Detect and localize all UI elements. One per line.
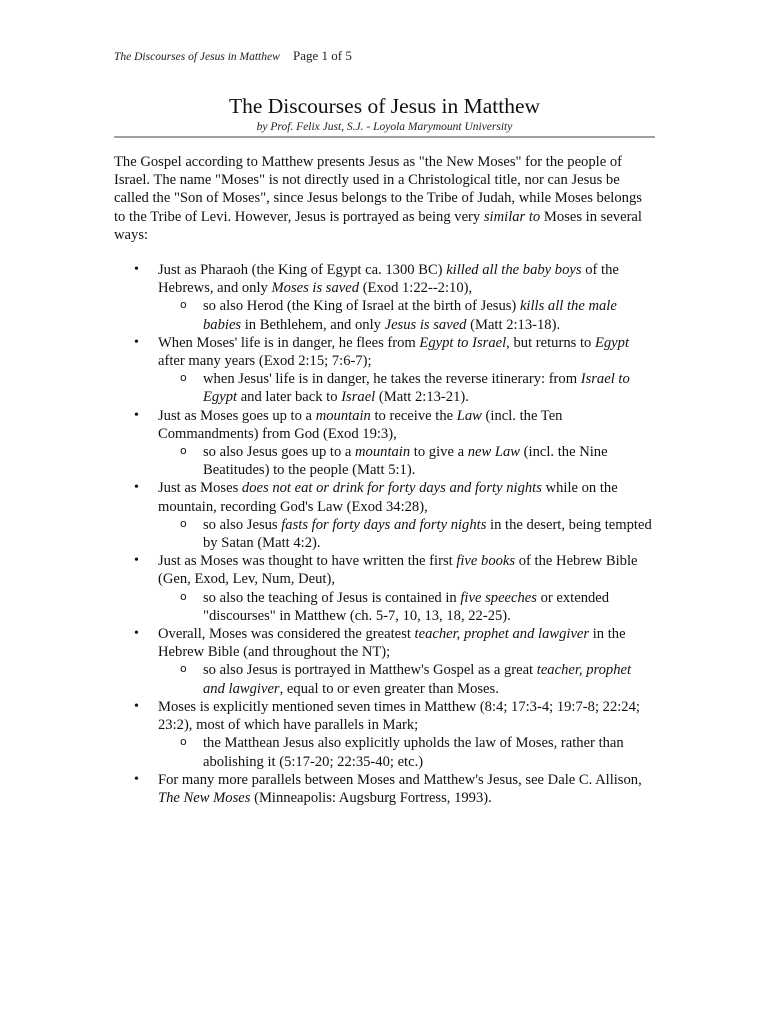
text-run: , but returns to (506, 334, 595, 351)
text-run: Just as Pharaoh (the King of Egypt ca. 1300 BC) (158, 262, 447, 279)
circle-bullet-icon: o (180, 589, 187, 603)
circle-bullet-icon: o (180, 735, 187, 749)
text-run: while on the mountain, recording God's Law (Exod 34:28), (158, 480, 618, 515)
sub-list-item (158, 734, 654, 770)
list-item (114, 479, 654, 552)
emphasis-text: Moses is saved (271, 280, 360, 297)
bullet-icon: • (134, 480, 139, 496)
list-item-text (158, 553, 637, 587)
text-run: (Minneapolis: Augsburg Fortress, 1993). (250, 789, 492, 806)
emphasis-text: similar to (483, 208, 541, 225)
emphasis-text: new Law (467, 444, 521, 461)
sub-list-item-text (203, 590, 609, 624)
running-header-title: The Discourses of Jesus in Matthew (114, 51, 280, 63)
sub-list (158, 589, 654, 625)
circle-bullet-icon: o (180, 516, 187, 530)
emphasis-text: does not eat or drink for forty days and forty nights (241, 480, 542, 497)
list-item (114, 407, 654, 480)
intro-paragraph (114, 153, 654, 244)
sub-list-item (158, 297, 654, 333)
text-run: so also Herod (the King of Israel at the birth of Jesus) (203, 298, 520, 315)
list-item-text (158, 335, 629, 369)
list-item (114, 625, 654, 698)
sub-list-item-text (203, 517, 652, 551)
text-run: in the Hebrew Bible (and throughout the NT); (158, 626, 626, 661)
circle-bullet-icon: o (180, 444, 187, 458)
text-run: Moses is explicitly mentioned seven times in Matthew (8:4; 17:3-4; 19:7-8; 22:24; 23:2), most of which have parallels in Mark; (158, 698, 640, 734)
text-run: in the desert, being tempted by Satan (Matt 4:2). (203, 516, 652, 552)
sub-list-item-text (203, 735, 624, 769)
list-item (114, 261, 654, 334)
list-item-text (158, 699, 640, 733)
sub-list-item-text (203, 662, 631, 696)
sub-list-item (158, 370, 654, 406)
text-run: in Bethlehem, and only (241, 316, 385, 333)
bullet-icon: • (134, 262, 139, 278)
text-run: (Exod 1:22--2:10), (359, 280, 473, 297)
bullet-icon: • (134, 407, 139, 423)
text-run: (Matt 2:13-21). (375, 389, 469, 406)
circle-bullet-icon: o (180, 371, 187, 385)
sub-list (158, 734, 654, 770)
emphasis-text: five books (456, 553, 516, 570)
bullet-icon: • (134, 698, 139, 714)
list-item-text (158, 408, 562, 442)
emphasis-text: teacher, prophet and lawgiver (203, 662, 632, 697)
text-run: Moses in several ways: (114, 208, 642, 243)
text-run: Overall, Moses was considered the greatest (158, 626, 415, 643)
emphasis-text: mountain (315, 407, 371, 424)
text-run: Just as Moses (158, 480, 242, 497)
emphasis-text: mountain (355, 444, 411, 461)
text-run: to receive the (370, 407, 457, 424)
list-item-text (158, 626, 626, 660)
sub-list-item (158, 589, 654, 625)
text-run: (Matt 2:13-18). (466, 316, 561, 333)
text-run: The Gospel according to Matthew presents Jesus as "the New Moses" for the people of Israel. The name "Moses" is not directly used in a Christological title, nor can Jesus be called the "Son of Moses", since Jesus belongs to the Tribe of Judah, while Moses belongs to the Tribe of Levi. However, Jesus is portrayed as being very (114, 154, 642, 225)
emphasis-text: killed all the baby boys (446, 262, 582, 279)
list-item (114, 334, 654, 407)
text-run: and later back to (237, 389, 342, 406)
title-rule (114, 136, 655, 138)
emphasis-text: five speeches (460, 589, 537, 606)
sub-list (158, 661, 654, 697)
list-item (114, 552, 654, 625)
list-item-text (158, 772, 642, 806)
text-run: Just as Moses goes up to a (158, 407, 316, 424)
text-run: to give a (410, 444, 468, 461)
emphasis-text: Egypt to Israel (419, 334, 507, 351)
text-run: (incl. the Ten Commandments) from God (Exod 19:3), (158, 407, 563, 442)
text-run: so also the teaching of Jesus is contained in (203, 589, 461, 606)
bullet-icon: • (134, 626, 139, 642)
text-run: For many more parallels between Moses and Matthew's Jesus, see Dale C. Allison, (158, 771, 642, 788)
sub-list (158, 370, 654, 406)
sub-list-item-text (203, 444, 608, 478)
text-run: Just as Moses was thought to have written the first (158, 553, 457, 570)
page-title: The Discourses of Jesus in Matthew (228, 94, 541, 118)
sub-list (158, 443, 654, 479)
running-header (114, 48, 352, 64)
document-body (114, 153, 654, 807)
sub-list (158, 297, 654, 333)
sub-list-item (158, 661, 654, 697)
bullet-icon: • (134, 771, 139, 787)
list-item (114, 771, 654, 807)
emphasis-text: fasts for forty days and forty nights (281, 516, 487, 533)
text-run: of the Hebrews, and only (158, 262, 619, 297)
text-run: after many years (Exod 2:15; 7:6-7); (158, 353, 372, 370)
list-item-text (158, 262, 619, 296)
sub-list-item (158, 443, 654, 479)
emphasis-text: Law (456, 407, 482, 424)
byline: by Prof. Felix Just, S.J. - Loyola Marymount University (256, 121, 513, 133)
comparison-list (114, 261, 654, 807)
emphasis-text: Jesus is saved (384, 316, 467, 333)
text-run: or extended "discourses" in Matthew (ch. 5-7, 10, 13, 18, 22-25). (203, 589, 610, 624)
bullet-icon: • (134, 334, 139, 350)
emphasis-text: teacher, prophet and lawgiver (414, 626, 590, 643)
emphasis-text: Egypt (594, 334, 629, 351)
text-run: When Moses' life is in danger, he flees from (158, 334, 420, 351)
circle-bullet-icon: o (180, 298, 187, 312)
list-item-text (158, 480, 618, 514)
text-run: so also Jesus (203, 516, 282, 533)
text-run: so also Jesus goes up to a (203, 444, 356, 461)
sub-list-item-text (203, 371, 630, 405)
emphasis-text: Israel to Egypt (203, 371, 630, 406)
emphasis-text: Israel (341, 389, 376, 406)
bullet-icon: • (134, 553, 139, 569)
text-run: so also Jesus is portrayed in Matthew's Gospel as a great (203, 662, 537, 679)
sub-list-item-text (203, 298, 617, 332)
list-item (114, 698, 654, 771)
emphasis-text: The New Moses (158, 789, 251, 806)
circle-bullet-icon: o (180, 662, 187, 676)
sub-list (158, 516, 654, 552)
text-run: when Jesus' life is in danger, he takes the reverse itinerary: from (203, 371, 581, 388)
text-run: (incl. the Nine Beatitudes) to the people (Matt 5:1). (203, 444, 608, 479)
text-run: , equal to or even greater than Moses. (279, 680, 499, 697)
text-run: the Matthean Jesus also explicitly upholds the law of Moses, rather than abolishing it (5:17-20; 22:35-40; etc.) (203, 735, 624, 770)
sub-list-item (158, 516, 654, 552)
emphasis-text: kills all the male babies (203, 298, 617, 333)
text-run: of the Hebrew Bible (Gen, Exod, Lev, Num, Deut), (158, 553, 638, 588)
page-number: Page 1 of 5 (293, 48, 352, 63)
